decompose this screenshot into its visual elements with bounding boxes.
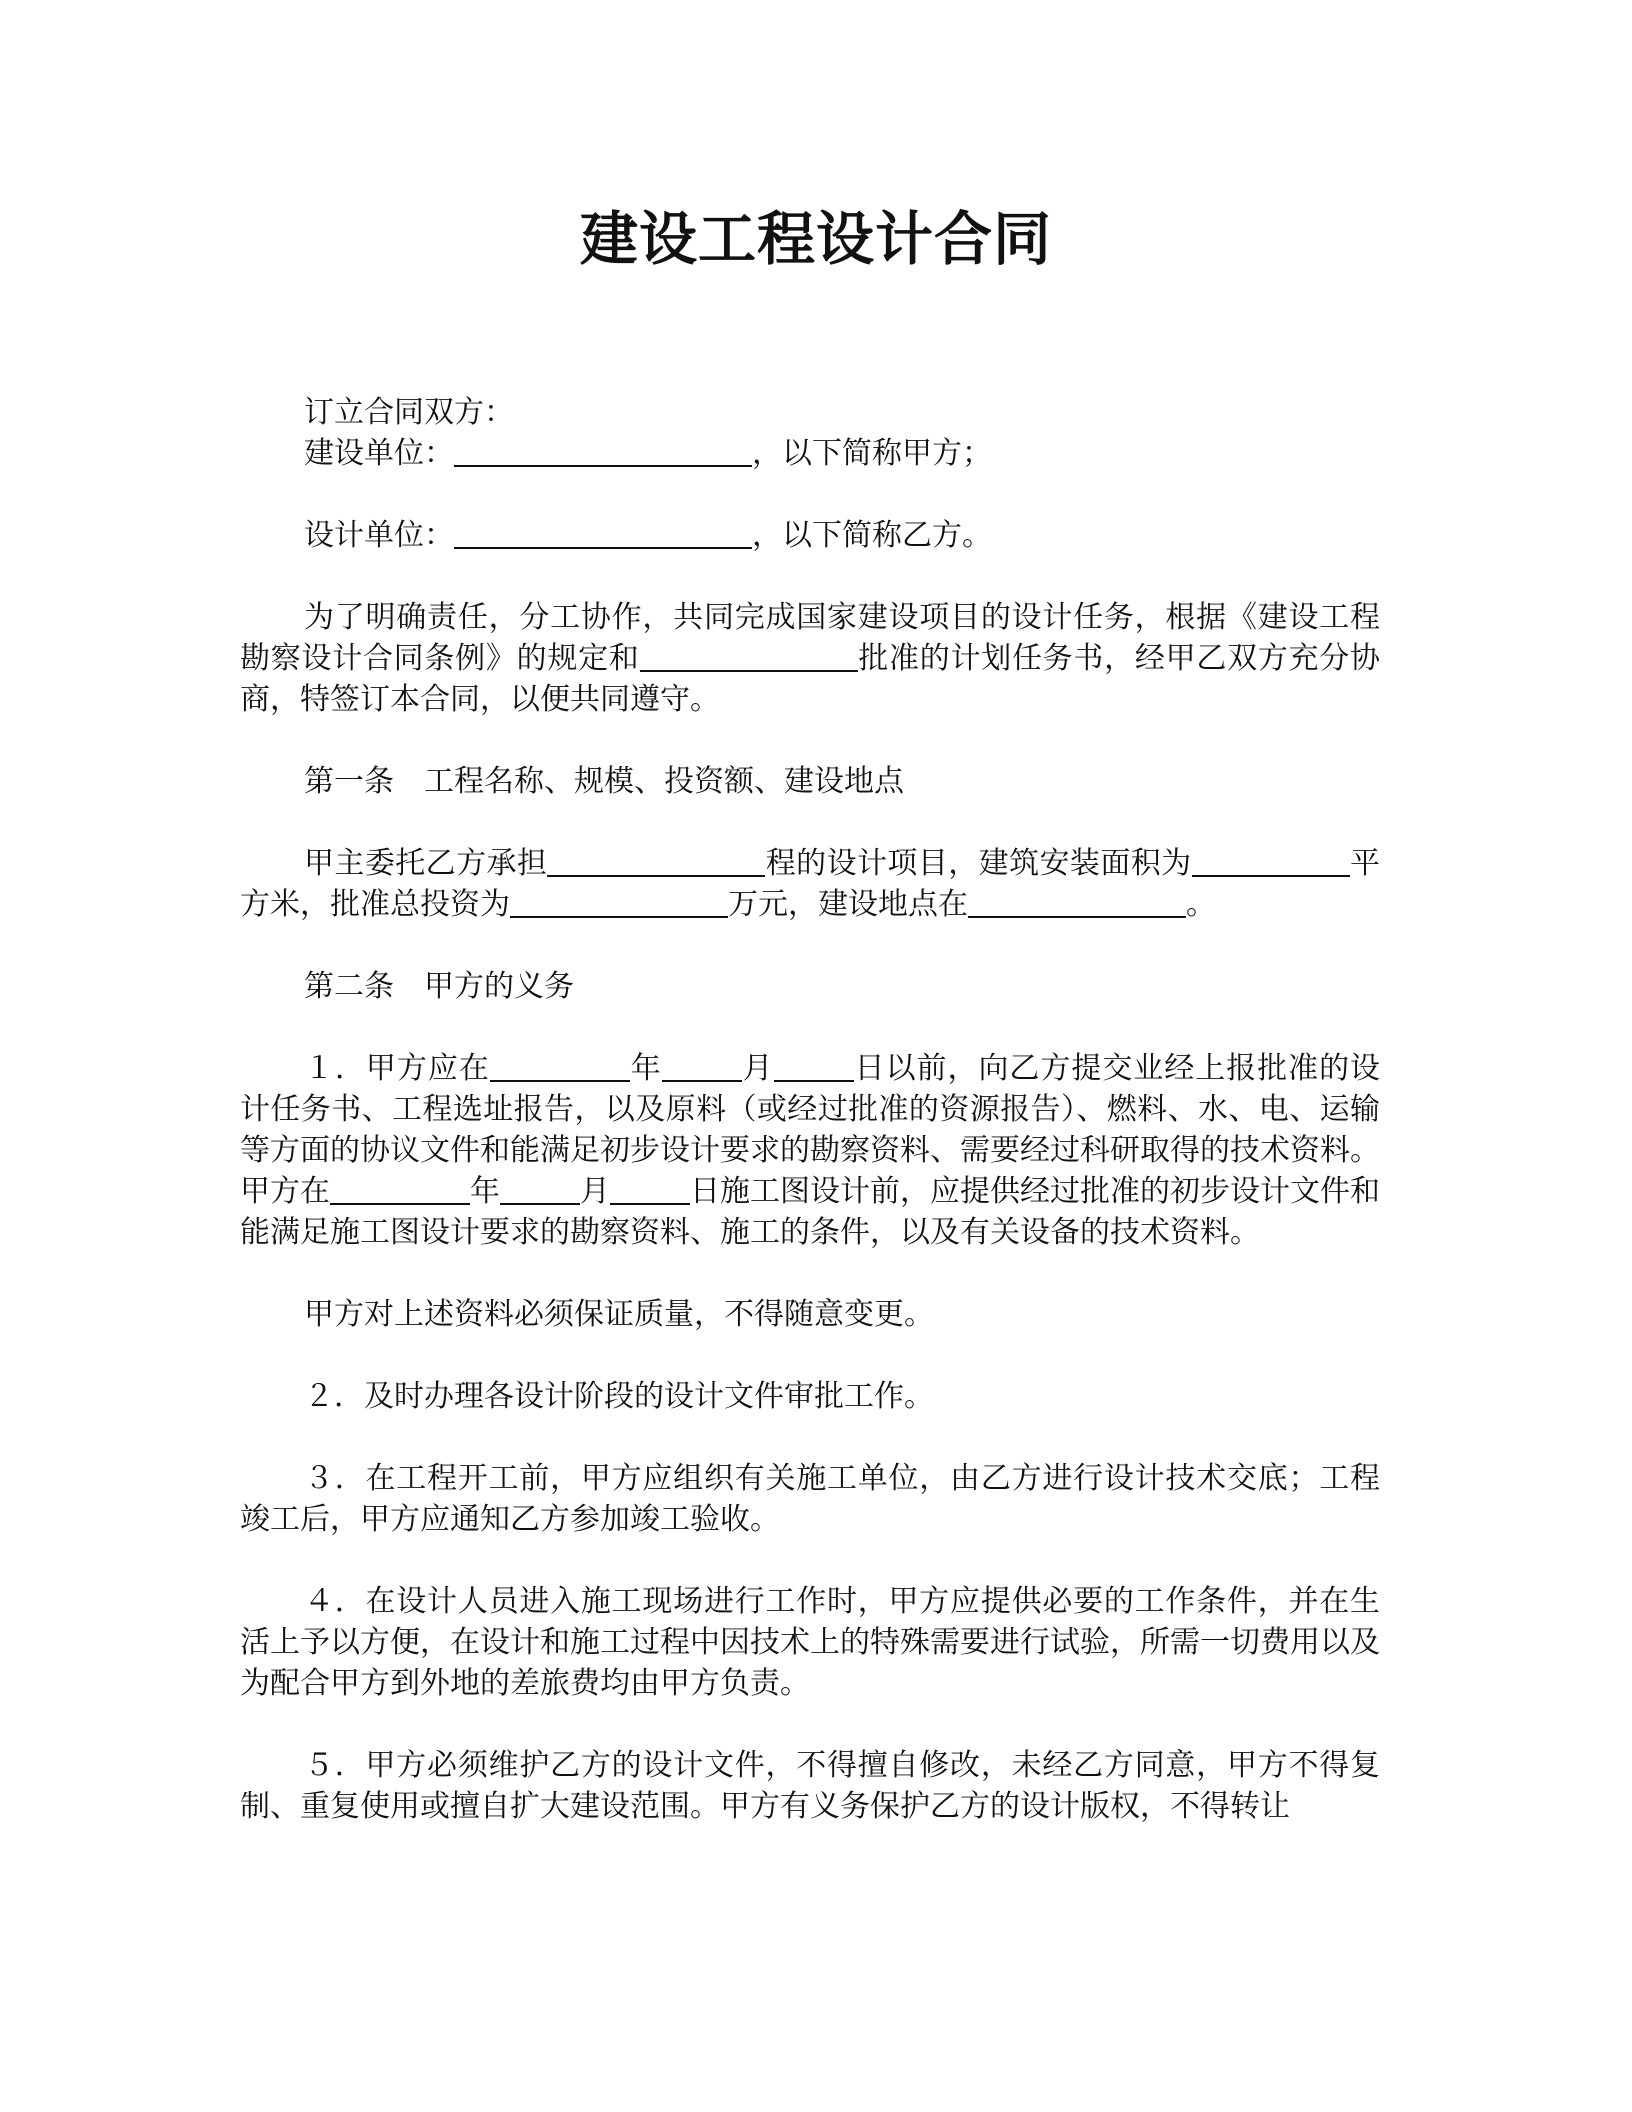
parties-heading: 订立合同双方：: [304, 395, 514, 430]
item1-year-label: 年: [629, 1051, 662, 1086]
article2-item2: ２．及时办理各设计阶段的设计文件审批工作。: [304, 1379, 934, 1414]
article2-item3: ３．在工程开工前，甲方应组织有关施工单位，由乙方进行设计技术交底；工程竣工后，甲方应通知乙方参加竣工验收。: [240, 1461, 1380, 1537]
item1-day-blank[interactable]: [774, 1050, 854, 1082]
item1-month2-label: 月: [580, 1174, 610, 1209]
article2-title: 甲方的义务: [424, 969, 574, 1004]
designer-name-blank[interactable]: [454, 517, 752, 549]
client-suffix: ，以下简称甲方；: [752, 436, 992, 471]
item1-month-label: 月: [741, 1051, 774, 1086]
contract-body: [240, 392, 1380, 1827]
client-name-blank[interactable]: [454, 435, 752, 467]
article2-item4: ４．在设计人员进入施工现场进行工作时，甲方应提供必要的工作条件，并在生活上予以方便，在设计和施工过程中因技术上的特殊需要进行试验，所需一切费用以及为配合甲方到外地的差旅费均由甲方负责。: [240, 1584, 1380, 1701]
item1-month2-blank[interactable]: [500, 1173, 580, 1205]
quality-paragraph: 甲方对上述资料必须保证质量，不得随意变更。: [304, 1297, 934, 1332]
approval-authority-blank[interactable]: [640, 640, 858, 672]
item1-text-2: 日以前，向乙方提交业经上报批准的设计任务书、工程选址报告，以及原料（或经过批准的资源报告）、燃料、水、电、运输等方面的协议文件和能满足初步设计要求的勘察资料、需要经过科研取得的技术资料。甲方在: [240, 1051, 1381, 1209]
article2-item1: [240, 1048, 1380, 1253]
article1-text-3: 平方米，批准总投资为: [240, 846, 1381, 922]
client-label: 建设单位：: [304, 436, 454, 471]
project-name-blank[interactable]: [547, 845, 765, 877]
article1-heading: [240, 761, 1380, 802]
article1-text-2: 程的设计项目，建筑安装面积为: [765, 846, 1192, 881]
designer-line: [240, 515, 1380, 556]
client-line: [240, 433, 1380, 474]
preamble-paragraph: [240, 597, 1380, 720]
item1-year-blank[interactable]: [490, 1050, 630, 1082]
designer-suffix: ，以下简称乙方。: [752, 518, 992, 553]
investment-blank[interactable]: [510, 886, 728, 918]
article1-text-4: 万元，建设地点在: [728, 887, 968, 922]
article1-number: 第一条: [304, 764, 394, 799]
designer-label: 设计单位：: [304, 518, 454, 553]
item1-text-1: １．甲方应在: [304, 1051, 490, 1086]
item1-year2-label: 年: [470, 1174, 500, 1209]
area-blank[interactable]: [1192, 845, 1350, 877]
article1-title: 工程名称、规模、投资额、建设地点: [424, 764, 904, 799]
preamble-text-2: 批准的计划任务书，经甲乙双方充分协商，特签订本合同，以便共同遵守。: [240, 641, 1381, 717]
item1-day2-blank[interactable]: [610, 1173, 690, 1205]
article1-text-5: 。: [1186, 887, 1216, 922]
article2-number: 第二条: [304, 969, 394, 1004]
location-blank[interactable]: [968, 886, 1186, 918]
article2-item5: ５．甲方必须维护乙方的设计文件，不得擅自修改，未经乙方同意，甲方不得复制、重复使用或擅自扩大建设范围。甲方有义务保护乙方的设计版权，不得转让: [240, 1748, 1380, 1824]
item1-month-blank[interactable]: [662, 1050, 742, 1082]
article1-text-1: 甲主委托乙方承担: [304, 846, 548, 881]
article2-heading: [240, 966, 1380, 1007]
document-title: 建设工程设计合同: [579, 205, 1052, 273]
article1-paragraph: [240, 843, 1380, 925]
item1-text-3: 日施工图设计前，应提供经过批准的初步设计文件和能满足施工图设计要求的勘察资料、施工的条件，以及有关设备的技术资料。: [240, 1174, 1380, 1250]
preamble-text-1: 为了明确责任，分工协作，共同完成国家建设项目的设计任务，根据《建设工程勘察设计合同条例》的规定和: [240, 600, 1380, 676]
item1-year2-blank[interactable]: [330, 1173, 470, 1205]
